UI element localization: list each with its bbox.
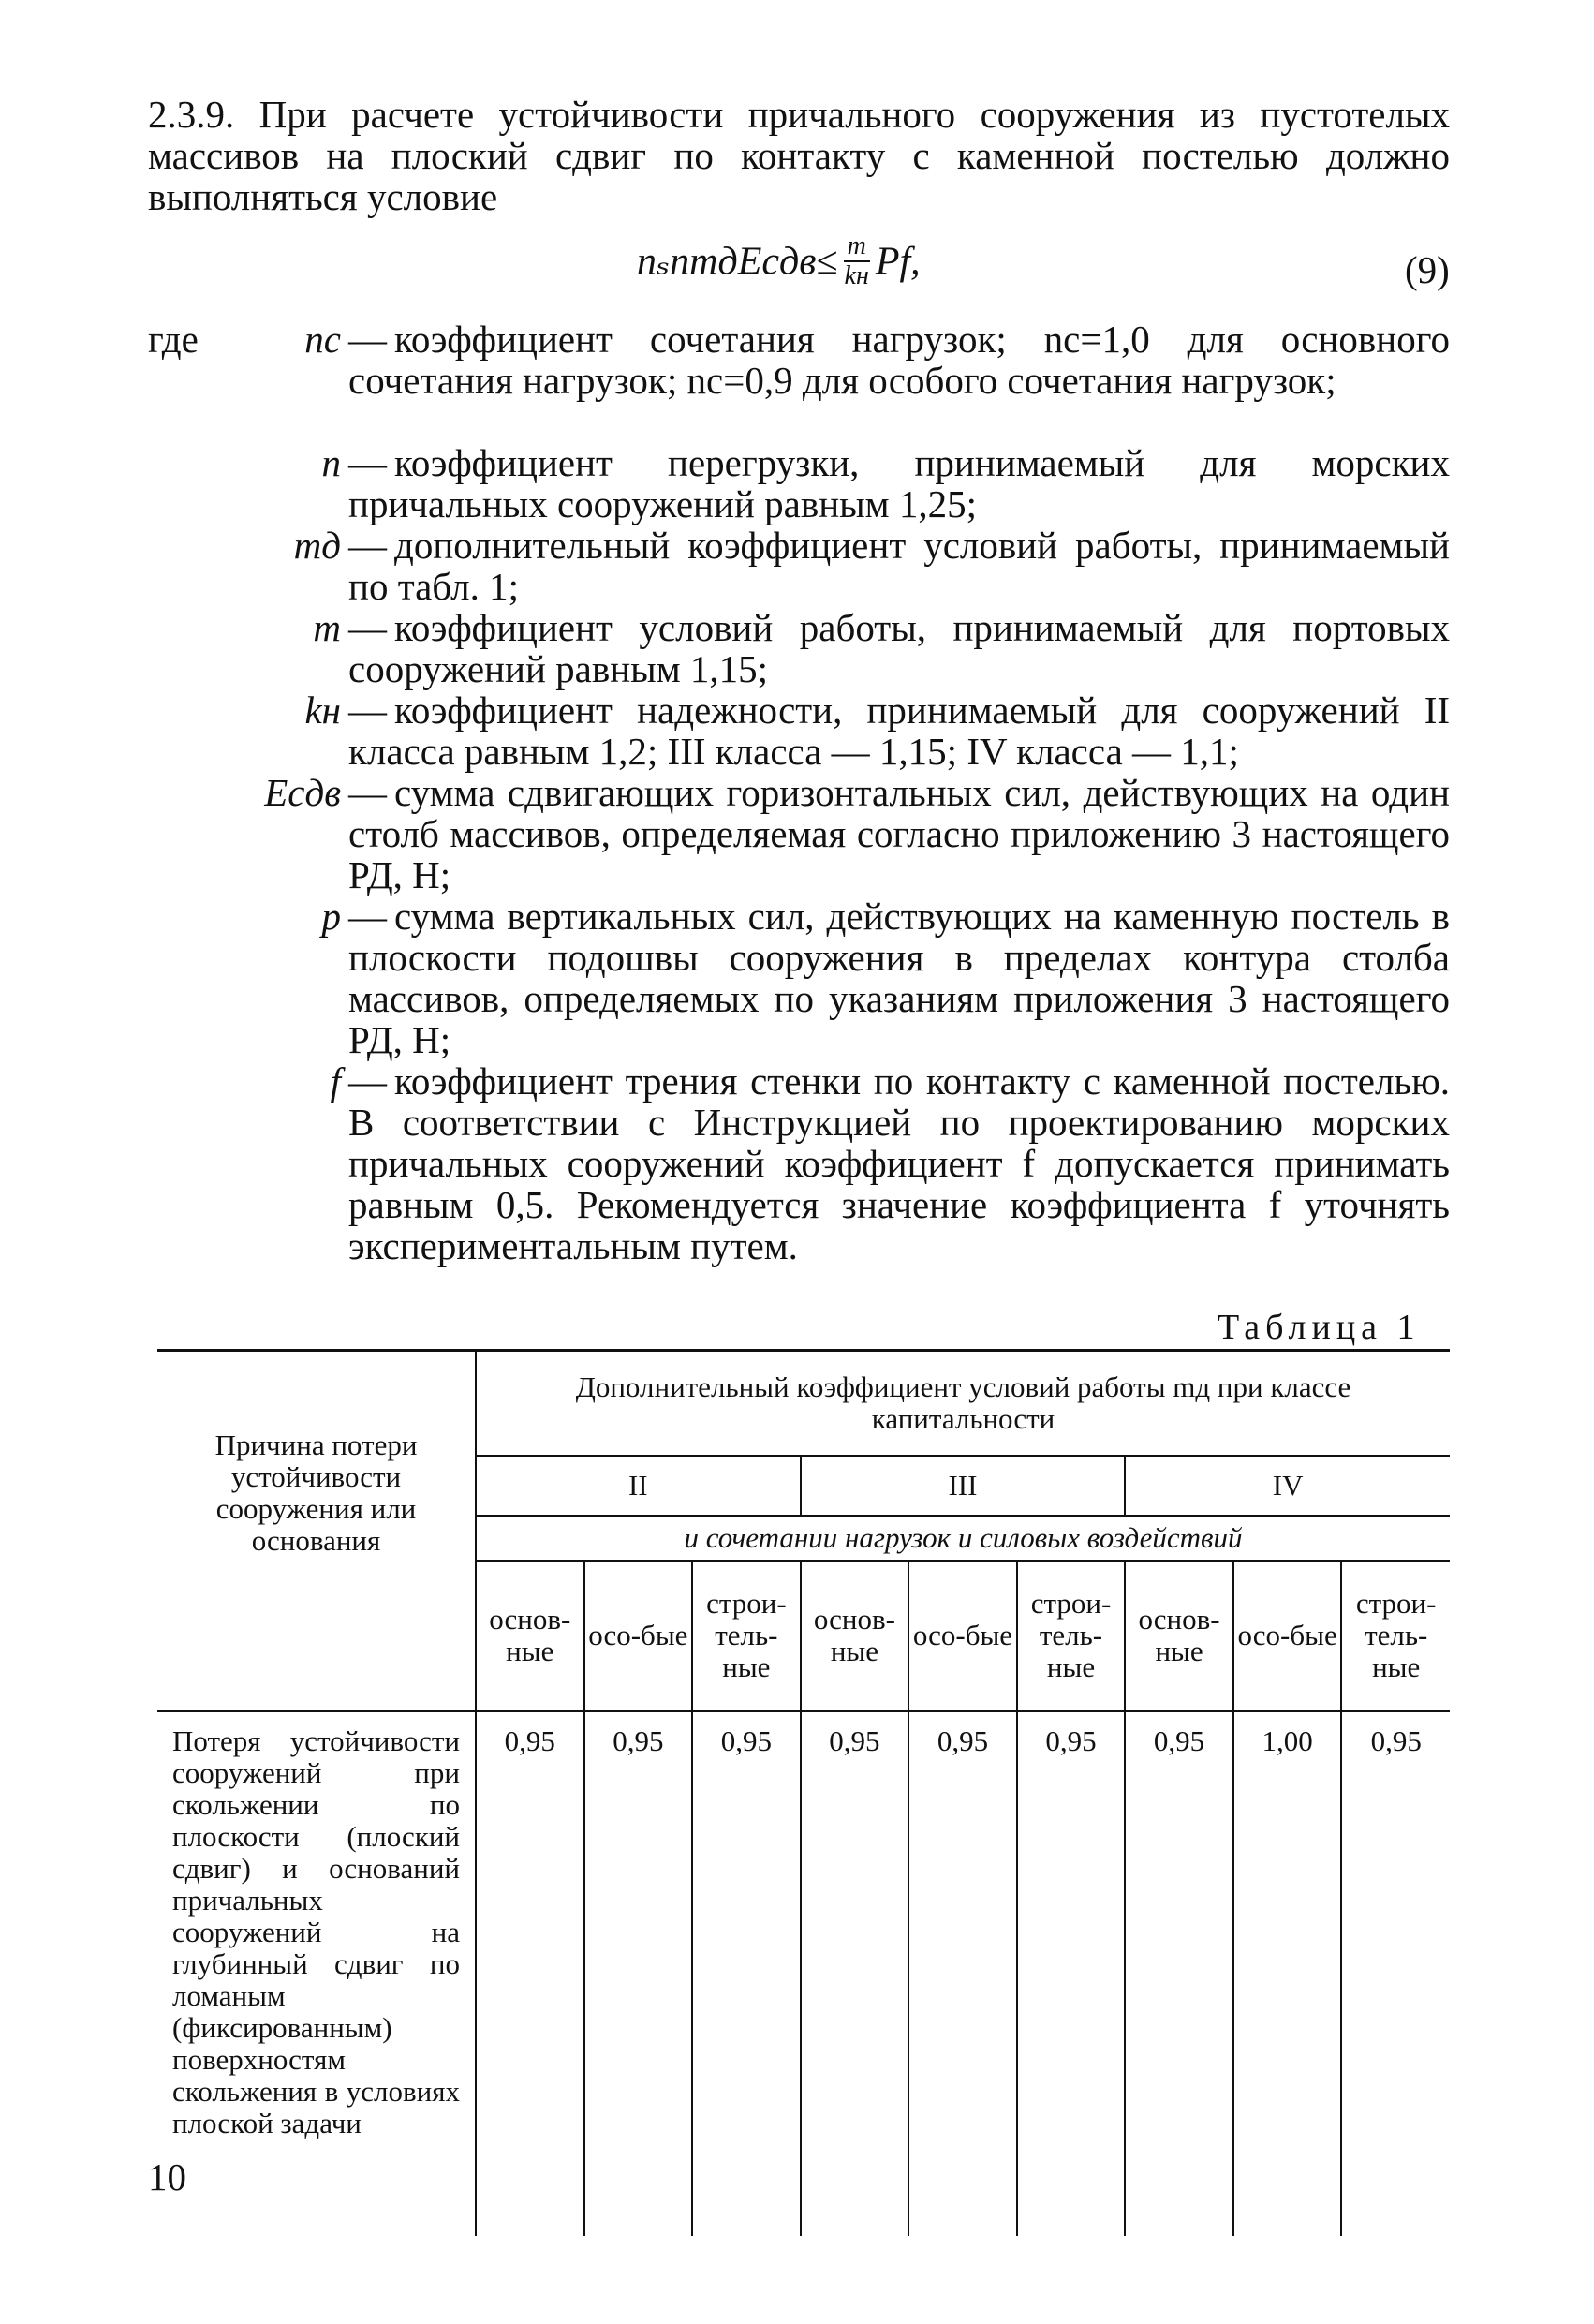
formula-denominator: kн [844,261,869,290]
combination-header: и сочетании нагрузок и силовых воздействий [476,1516,1450,1561]
group-header: Дополнительный коэффициент условий работы mд при классе капитальности [575,1370,1351,1435]
subcolumn-header: строи-тель-ные [1341,1561,1450,1710]
value-cell: 0,95 [584,1710,693,2236]
definition-text: — сумма сдвигающих горизонтальных сил, действующих на один столб массивов, определяемая согласно приложению 3 настоящего РД, Н; [348,771,1450,896]
subcolumn-header: строи-тель-ные [692,1561,801,1710]
value-cell: 0,95 [1125,1710,1233,2236]
formula-relation: ≤ [816,240,838,284]
definition-text: — коэффициент трения стенки по контакту с каменной постелью. В соответствии с Инструкцией по проектированию морских причальных сооружений коэффициент f допускается принимать равным 0,5. Рекомендуется значение коэффициента f уточнять экспериментальным путем. [348,1059,1450,1267]
subcolumn-header: основ-ные [476,1561,584,1710]
table-caption: Таблица 1 [1218,1308,1421,1347]
subcolumn-header: основ-ные [1125,1561,1233,1710]
group-header-cell [476,1351,1450,1457]
value-cell: 0,95 [692,1710,801,2236]
formula-9 [637,231,921,294]
definition-text: — коэффициент сочетания нагрузок; nс=1,0 для основного сочетания нагрузок; nс=0,9 для особого сочетания нагрузок; [348,318,1450,402]
table-1 [157,1349,1450,2236]
definition-symbol: p [321,895,341,938]
subcolumn-header: осо-бые [908,1561,1017,1710]
definition-symbol: nс [304,318,341,361]
definition-text: — сумма вертикальных сил, действующих на каменную постель в плоскости подошвы сооружения в пределах контура столба массивов, определяемых по указаниям приложения 3 настоящего РД, Н; [348,895,1450,1061]
subcolumn-header: осо-бые [584,1561,693,1710]
class-header: IV [1125,1456,1450,1516]
value-cell: 0,95 [801,1710,909,2236]
subcolumn-header: строи-тель-ные [1017,1561,1126,1710]
value-cell: 0,95 [476,1710,584,2236]
value-cell: 0,95 [1370,1724,1422,1757]
formula-fraction [844,232,870,290]
value-cell: 0,95 [1017,1710,1126,2236]
value-cell: 1,00 [1233,1710,1342,2236]
definition-symbol: m [313,606,341,649]
formula-lhs: nₛnmдEсдв [637,240,817,284]
definition-text: — дополнительный коэффициент условий работы, принимаемый по табл. 1; [348,524,1450,608]
definition-text: — коэффициент условий работы, принимаемый для портовых сооружений равным 1,15; [348,606,1450,690]
class-header: III [801,1456,1126,1516]
value-cell: 0,95 [908,1710,1017,2236]
equation-number: (9) [1405,248,1450,291]
table-row [157,1710,1450,2236]
definition-symbol: n [321,441,341,484]
definition-symbol: Eсдв [264,771,341,814]
definition-symbol: mд [293,524,341,567]
subcolumn-header: осо-бые [1233,1561,1342,1710]
definition-text: — коэффициент надежности, принимаемый для сооружений II класса равным 1,2; III класса — 1,15; IV класса — 1,1; [348,688,1450,773]
where-word: где [148,318,199,361]
definition-symbol: f [330,1059,341,1103]
formula-rhs: Pf, [875,240,921,284]
class-header: II [476,1456,801,1516]
definition-text: — коэффициент перегрузки, принимаемый для морских причальных сооружений равным 1,25; [348,441,1450,525]
intro-paragraph: 2.3.9. При расчете устойчивости причального сооружения из пустотелых массивов на плоский сдвиг по контакту с каменной постелью должно выполняться условие [148,93,1450,218]
reason-cell: Потеря устойчивости сооружений при скольжении по плоскости (плоский сдвиг) и оснований причальных сооружений на глубинный сдвиг по ломаным (фиксированным) поверхностям скольжения в условиях плоской задачи [157,1710,476,2236]
formula-numerator: m [844,232,870,262]
row-header-cell [157,1351,476,1711]
row-header: Причина потери устойчивости сооружения или основания [214,1428,418,1557]
subcolumn-header: основ-ные [801,1561,909,1710]
definition-symbol: kн [304,688,341,732]
page-number: 10 [148,2155,186,2198]
